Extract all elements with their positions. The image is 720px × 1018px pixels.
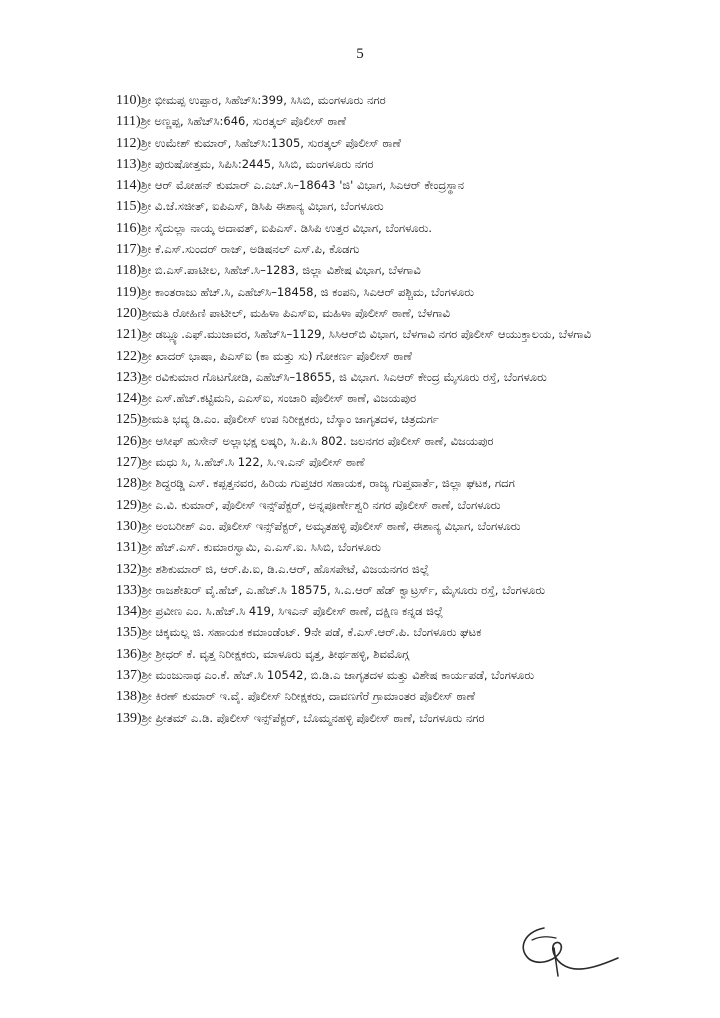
list-item-text: ಶ್ರೀ ವಿ.ಜೆ.ಸಜೀತ್, ಐಪಿಎಸ್, ಡಿಸಿಪಿ ಈಶಾನ್ಯ ವಿಭಾಗ, ಬೆಂಗಳೂರು [141, 199, 384, 214]
list-item-text: ಶ್ರೀ ಅಣ್ಣಪ್ಪ, ಸಿಹೆಚ್‌ಸಿ:646, ಸುರತ್ಕಲ್ ಪೊಲೀಸ್ ಠಾಣೆ [140, 114, 347, 129]
list-item-text: ಶ್ರೀ ಕಿರಣ್ ಕುಮಾರ್ ಇ.ವೈ. ಪೊಲೀಸ್ ನಿರೀಕ್ಷಕರು, ದಾವಣಗೆರೆ ಗ್ರಾಮಾಂತರ ಪೊಲೀಸ್ ಠಾಣೆ [141, 689, 476, 704]
list-item-text: ಶ್ರೀ ಉಮೇಶ್ ಕುಮಾರ್, ಸಿಹೆಚ್‌ಸಿ:1305, ಸುರತ್ಕಲ್ ಪೊಲೀಸ್ ಠಾಣೆ [141, 135, 401, 150]
list-item-number: 116) [116, 220, 142, 236]
list-item [116, 133, 616, 154]
list-item [116, 260, 616, 281]
list-item-text: ಶ್ರೀ ಶ್ರೀಧರ್ ಕೆ. ವೃತ್ತ ನಿರೀಕ್ಷಕರು, ಮಾಳೂರು ವೃತ್ತ, ತೀರ್ಥಹಳ್ಳಿ, ಶಿವಮೊಗ್ಗ [141, 646, 409, 661]
award-list [116, 90, 616, 729]
list-item-number: 110) [116, 93, 142, 108]
list-item-number: 111) [116, 114, 141, 130]
list-item-number: 126) [116, 433, 142, 449]
list-item-number: 112) [116, 135, 142, 151]
list-item-text: ಶ್ರೀ ಹೆಚ್.ಎಸ್. ಕುಮಾರಸ್ವಾಮಿ, ಎ.ಎಸ್.ಐ. ಸಿಸಿಬಿ, ಬೆಂಗಳೂರು [141, 540, 381, 555]
list-item-text: ಶ್ರೀ ಕೆ.ಎಸ್.ಸುಂದರ್ ರಾಜ್, ಅಡಿಷನಲ್ ಎಸ್.ಪಿ, ಕೊಡಗು [141, 242, 360, 257]
list-item [116, 686, 616, 707]
list-item-text: ಶ್ರೀ ಆರ್ ಮೋಹನ್ ಕುಮಾರ್ ಎ.ಎಚ್.ಸಿ–18643 'ಜಿ' ವಿಭಾಗ, ಸಿಎಆರ್ ಕೇಂದ್ರಸ್ಥಾನ [141, 178, 465, 193]
list-item [116, 644, 616, 665]
list-item [116, 324, 616, 345]
list-item [116, 90, 616, 111]
list-item-text: ಶ್ರೀ ಮಂಜುನಾಥ ಎಂ.ಕೆ. ಹೆಚ್.ಸಿ 10542, ಬಿ.ಡಿ.ಎ ಜಾಗೃತದಳ ಮತ್ತು ವಿಶೇಷ ಕಾರ್ಯಪಡೆ, ಬೆಂಗಳೂರು [141, 668, 535, 683]
list-item-number: 119) [116, 284, 142, 300]
list-item-text: ಶ್ರೀ ಕಾಂತರಾಜು ಹೆಚ್.ಸಿ, ಎಹೆಚ್‌ಸಿ–18458, ಜಿ ಕಂಪನಿ, ಸಿಎಆರ್ ಪಶ್ಚಿಮ, ಬೆಂಗಳೂರು [141, 284, 475, 299]
list-item [116, 196, 616, 217]
list-item-text: ಶ್ರೀ ಎಸ್.ಹೆಚ್.ಕಟ್ಟಿಮನಿ, ಎಎಸ್‌ಐ, ಸಂಚಾರಿ ಪೊಲೀಸ್ ಠಾಣೆ, ವಿಜಯಪುರ [141, 391, 417, 406]
list-item [116, 303, 616, 324]
list-item-number: 129) [116, 497, 142, 513]
list-item [116, 111, 616, 132]
list-item-number: 115) [116, 199, 142, 215]
list-item-number: 127) [116, 455, 142, 471]
list-item-number: 137) [116, 668, 142, 684]
list-item-text: ಶ್ರೀ ಪ್ರೀತಮ್ ಎ.ಡಿ. ಪೊಲೀಸ್ ಇನ್ಸ್‌ಪೆಕ್ಟರ್, ಬೊಮ್ಮನಹಳ್ಳಿ ಪೊಲೀಸ್ ಠಾಣೆ, ಬೆಂಗಳೂರು ನಗರ [141, 710, 485, 725]
list-item-text: ಶ್ರೀ ಪ್ರವೀಣ ಎಂ. ಸಿ.ಹೆಚ್.ಸಿ 419, ಸಿಇಎನ್ ಪೊಲೀಸ್ ಠಾಣೆ, ದಕ್ಷಿಣ ಕನ್ನಡ ಜಿಲ್ಲೆ [141, 604, 444, 619]
list-item-text: ಶ್ರೀ ರವಿಕುಮಾರ ಗೊಟಗೋಡಿ, ಎಹೆಚ್‌ಸಿ–18655, ಜಿ ವಿಭಾಗ. ಸಿಎಆರ್ ಕೇಂದ್ರ ಮೈಸೂರು ರಸ್ತೆ, ಬೆಂಗಳೂರು [141, 369, 547, 384]
list-item-text: ಶ್ರೀ ರಾಜಶೇಖರ್ ವೈ.ಹೆಚ್, ಎ.ಹೆಚ್.ಸಿ 18575, ಸಿ.ಎ.ಆರ್ ಹೆಡ್ ಕ್ವಾಟ್ರರ್ಸ್, ಮೈಸೂರು ರಸ್ತೆ, ಬೆಂಗಳೂರು [141, 582, 546, 597]
page-number: 5 [356, 46, 364, 62]
list-item-text: ಶ್ರೀ ಶಶಿಕುಮಾರ್ ಜಿ, ಆರ್.ಪಿ.ಐ, ಡಿ.ಎ.ಆರ್, ಹೊಸಪೇಟೆ, ವಿಜಯನಗರ ಜಿಲ್ಲೆ [141, 561, 430, 576]
list-item [116, 537, 616, 558]
list-item-text: ಶ್ರೀ ಸೈದುಲ್ಲಾ ನಾಯ್ಕ ಅದಾವತ್, ಐಪಿಎಸ್. ಡಿಸಿಪಿ ಉತ್ತರ ವಿಭಾಗ, ಬೆಂಗಳೂರು. [141, 220, 433, 235]
list-item [116, 516, 616, 537]
list-item-number: 114) [116, 178, 142, 194]
list-item-number: 135) [116, 625, 142, 641]
list-item-text: ಶ್ರೀ ಡಬ್ಲ್ಯೂ.ಎಫ್.ಮುಜಾವರ, ಸಿಹೆಚ್‌ಸಿ–1129, ಸಿಸಿಆರ್‌ಬಿ ವಿಭಾಗ, ಬೆಳಗಾವಿ ನಗರ ಪೊಲೀಸ್ ಆಯುಕ್ತಾಲಯ, ಬೆಳಗಾವಿ [141, 327, 592, 342]
list-item-text: ಶ್ರೀ ಎ.ವಿ. ಕುಮಾರ್, ಪೊಲೀಸ್ ಇನ್ಸ್‌ಪೆಕ್ಟರ್, ಅನ್ನಪೂರ್ಣೇಶ್ವರಿ ನಗರ ಪೊಲೀಸ್ ಠಾಣೆ, ಬೆಂಗಳೂರು [141, 497, 501, 512]
list-item [116, 495, 616, 516]
list-item-number: 123) [116, 369, 142, 385]
list-item-text: ಶ್ರೀಮತಿ ಭವ್ಯ ಡಿ.ಎಂ. ಪೊಲೀಸ್ ಉಪ ನಿರೀಕ್ಷಕರು, ಬೆಸ್ಕಾಂ ಜಾಗೃತದಳ, ಚಿತ್ರದುರ್ಗ [141, 412, 439, 427]
list-item [116, 282, 616, 303]
list-item [116, 154, 616, 175]
list-item-text: ಶ್ರೀ ಬಿ.ಎಸ್.ಪಾಟೀಲ, ಸಿಹೆಚ್.ಸಿ–1283, ಜಿಲ್ಲಾ ವಿಶೇಷ ವಿಭಾಗ, ಬೆಳಗಾವಿ [141, 263, 421, 278]
list-item-text: ಶ್ರೀ ಖಾದರ್ ಭಾಷಾ, ಪಿಎಸ್‌ಐ (ಕಾ ಮತ್ತು ಸು) ಗೋಕರ್ಣ ಪೊಲೀಸ್ ಠಾಣೆ [141, 348, 412, 363]
list-item [116, 622, 616, 643]
list-item-text: ಶ್ರೀಮತಿ ರೋಹಿಣಿ ಪಾಟೀಲ್, ಮಹಿಳಾ ಪಿಎಸ್‌ಐ, ಮಹಿಳಾ ಪೊಲೀಸ್ ಠಾಣೆ, ಬೆಳಗಾವಿ [141, 305, 451, 320]
list-item [116, 218, 616, 239]
list-item [116, 409, 616, 430]
list-item-text: ಶ್ರೀ ಶಿದ್ದರಡ್ಡಿ ಎಸ್. ಕಪ್ಪತ್ತನವರ, ಹಿರಿಯ ಗುಪ್ತಚರ ಸಹಾಯಕ, ರಾಜ್ಯ ಗುಪ್ತವಾರ್ತೆ, ಜಿಲ್ಲಾ ಘಟಕ, ಗದಗ [141, 476, 515, 491]
list-item-text: ಶ್ರೀ ಅಂಬರೀಶ್ ಎಂ. ಪೊಲೀಸ್ ಇನ್ಸ್‌ಪೆಕ್ಟರ್, ಅಮೃತಹಳ್ಳಿ ಪೊಲೀಸ್ ಠಾಣೆ, ಈಶಾನ್ಯ ವಿಭಾಗ, ಬೆಂಗಳೂರು [141, 518, 521, 533]
list-item [116, 473, 616, 494]
list-item [116, 452, 616, 473]
list-item [116, 431, 616, 452]
list-item [116, 708, 616, 729]
list-item-number: 136) [116, 646, 142, 662]
list-item [116, 665, 616, 686]
list-item-number: 122) [116, 348, 142, 364]
list-item [116, 175, 616, 196]
list-item-number: 113) [116, 156, 142, 172]
list-item [116, 601, 616, 622]
list-item-number: 124) [116, 391, 142, 407]
list-item-number: 118) [116, 263, 142, 279]
list-item-number: 132) [116, 561, 142, 577]
list-item-text: ಶ್ರೀ ಮಧು ಸಿ, ಸಿ.ಹೆಚ್.ಸಿ 122, ಸಿ.ಇ.ಎನ್ ಪೊಲೀಸ್ ಠಾಣೆ [141, 455, 365, 470]
list-item [116, 346, 616, 367]
list-item [116, 239, 616, 260]
list-item-number: 133) [116, 582, 142, 598]
list-item-number: 134) [116, 604, 142, 620]
list-item-text: ಶ್ರೀ ಚಿಕ್ಕಮಲ್ಲ ಜಿ. ಸಹಾಯಕ ಕಮಾಂಡೆಂಟ್. 9ನೇ ಪಡೆ, ಕೆ.ಎಸ್.ಆರ್.ಪಿ. ಬೆಂಗಳೂರು ಘಟಕ [141, 625, 482, 640]
list-item-number: 128) [116, 476, 142, 492]
list-item-number: 121) [116, 327, 142, 343]
list-item-number: 130) [116, 518, 142, 534]
list-item-text: ಶ್ರೀ ಭೀಮಪ್ಪ ಉಪ್ಪಾರ, ಸಿಹೆಚ್‌ಸಿ:399, ಸಿಸಿಬಿ, ಮಂಗಳೂರು ನಗರ [141, 93, 386, 107]
list-item-number: 125) [116, 412, 142, 428]
signature-image [514, 918, 622, 980]
list-item [116, 388, 616, 409]
list-item [116, 367, 616, 388]
list-item-text: ಶ್ರೀ ಪುರುಷೋತ್ತಮ, ಸಿಪಿಸಿ:2445, ಸಿಸಿಬಿ, ಮಂಗಳೂರು ನಗರ [141, 156, 374, 171]
list-item-text: ಶ್ರೀ ಆಸೀಫ್ ಹುಸೇನ್ ಅಲ್ಲಾಭಕ್ಷ ಲಷ್ಕರಿ, ಸಿ.ಪಿ.ಸಿ 802. ಜಲನಗರ ಪೊಲೀಸ್ ಠಾಣೆ, ವಿಜಯಪುರ [141, 433, 494, 448]
list-item-number: 139) [116, 710, 142, 726]
list-item-number: 120) [116, 305, 142, 321]
list-item-number: 117) [116, 242, 142, 258]
list-item [116, 580, 616, 601]
list-item-number: 131) [116, 540, 142, 556]
list-item [116, 559, 616, 580]
list-item-number: 138) [116, 689, 142, 705]
